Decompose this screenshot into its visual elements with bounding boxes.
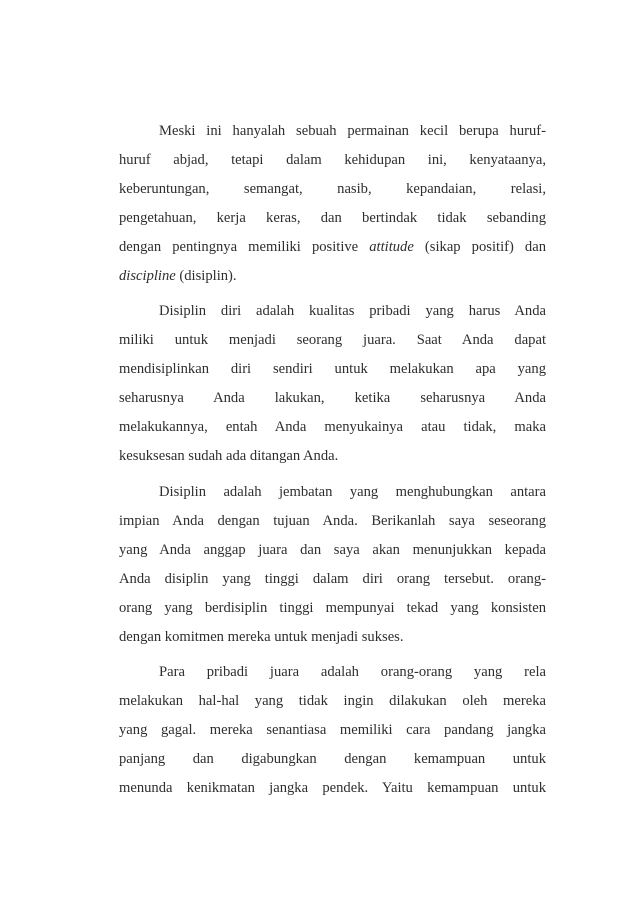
line-5-text-after: (sikap positif) dan xyxy=(413,239,546,255)
paragraph-1-line-1: Meski ini hanyalah sebuah permainan kecil berupa huruf- xyxy=(159,123,546,139)
paragraph-1-line-2: huruf abjad, tetapi dalam kehidupan ini, kenyataanya, xyxy=(119,152,546,168)
paragraph-2-line-1: Disiplin diri adalah kualitas pribadi yang harus Anda xyxy=(159,303,546,319)
line-6-text-after: (disiplin). xyxy=(175,268,237,284)
paragraph-4-line-5: menunda kenikmatan jangka pendek. Yaitu kemampuan untuk xyxy=(119,780,546,796)
paragraph-1-line-4: pengetahuan, kerja keras, dan bertindak tidak sebanding xyxy=(119,210,546,226)
paragraph-2-line-4: seharusnya Anda lakukan, ketika seharusnya Anda xyxy=(119,390,546,406)
paragraph-1-line-5 xyxy=(119,236,546,258)
paragraph-4-line-1: Para pribadi juara adalah orang-orang yang rela xyxy=(159,664,546,680)
paragraph-4-line-2: melakukan hal-hal yang tidak ingin dilakukan oleh mereka xyxy=(119,693,546,709)
paragraph-1-line-6 xyxy=(119,265,546,287)
italic-term-discipline: discipline xyxy=(119,268,176,284)
paragraph-4-line-3: yang gagal. mereka senantiasa memiliki cara pandang jangka xyxy=(119,722,546,738)
paragraph-2-line-6: kesuksesan sudah ada ditangan Anda. xyxy=(119,448,339,464)
paragraph-1-line-3: keberuntungan, semangat, nasib, kepandaian, relasi, xyxy=(119,181,546,197)
paragraph-3-line-1: Disiplin adalah jembatan yang menghubungkan antara xyxy=(159,484,546,500)
paragraph-3-line-2: impian Anda dengan tujuan Anda. Berikanlah saya seseorang xyxy=(119,513,546,529)
line-5-text-before: dengan pentingnya memiliki positive xyxy=(119,239,370,255)
paragraph-3-line-5: orang yang berdisiplin tinggi mempunyai tekad yang konsisten xyxy=(119,600,546,616)
paragraph-3-line-6: dengan komitmen mereka untuk menjadi sukses. xyxy=(119,629,404,645)
italic-term-attitude: attitude xyxy=(369,239,414,255)
paragraph-4-line-4: panjang dan digabungkan dengan kemampuan untuk xyxy=(119,751,546,767)
paragraph-3-line-4: Anda disiplin yang tinggi dalam diri orang tersebut. orang- xyxy=(119,571,546,587)
paragraph-2-line-3: mendisiplinkan diri sendiri untuk melakukan apa yang xyxy=(119,361,546,377)
paragraph-3-line-3: yang Anda anggap juara dan saya akan menunjukkan kepada xyxy=(119,542,546,558)
paragraph-2-line-2: miliki untuk menjadi seorang juara. Saat Anda dapat xyxy=(119,332,546,348)
paragraph-2-line-5: melakukannya, entah Anda menyukainya atau tidak, maka xyxy=(119,419,546,435)
